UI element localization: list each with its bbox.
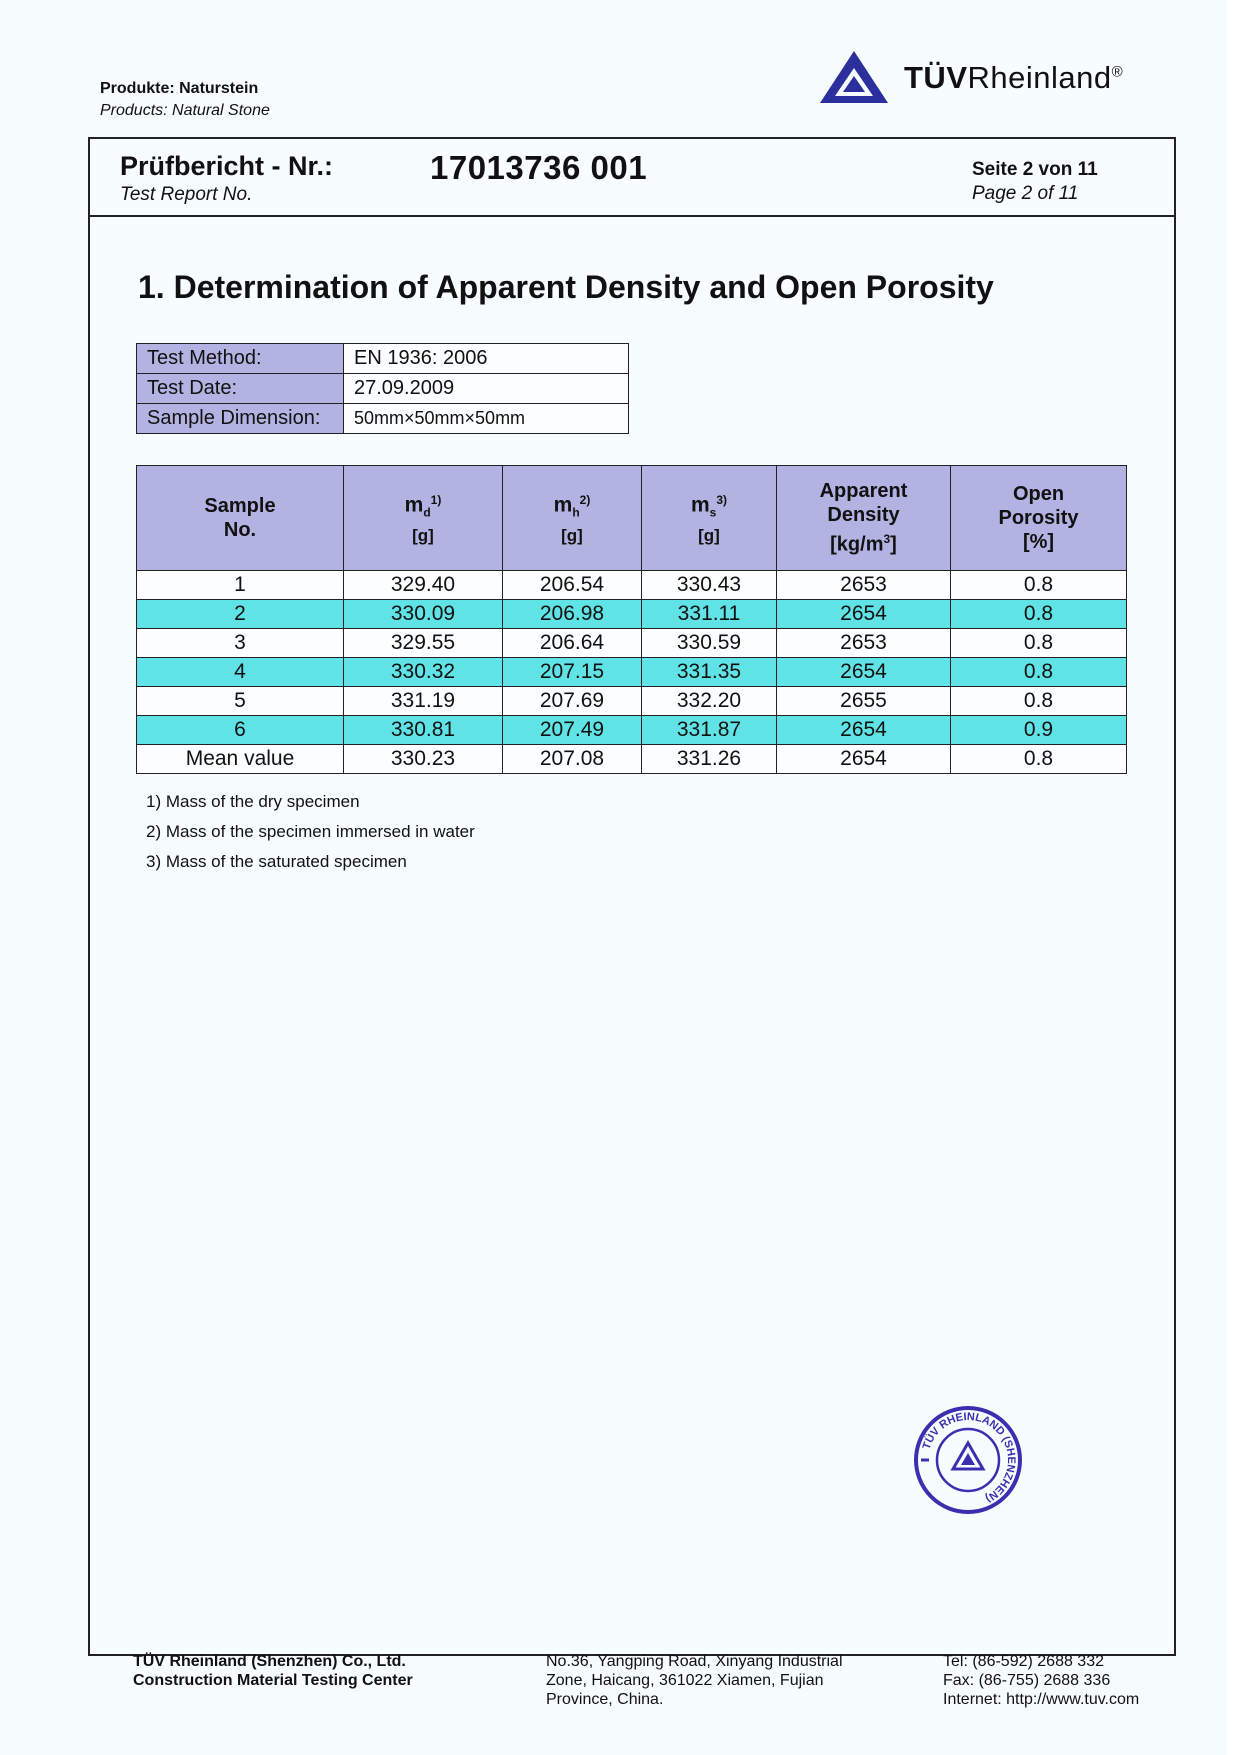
table-cell: 0.9 [951, 716, 1127, 745]
table-cell: 207.69 [503, 687, 642, 716]
info-row [137, 344, 629, 374]
info-value: 27.09.2009 [344, 374, 629, 404]
products-de: Produkte: Naturstein [100, 80, 259, 97]
brand-name: TÜVRheinland® [904, 60, 1124, 95]
footnotes [146, 787, 475, 877]
header-open-porosity: Open Porosity [%] [951, 466, 1127, 571]
table-cell: 1 [137, 571, 344, 600]
table-cell: 2653 [777, 571, 951, 600]
stamp-text: TÜV RHEINLAND (SHENZHEN) [920, 1410, 1018, 1505]
table-cell: 330.59 [642, 629, 777, 658]
table-cell: 2653 [777, 629, 951, 658]
table-cell: 206.54 [503, 571, 642, 600]
section-title: 1. Determination of Apparent Density and Open Porosity [138, 269, 994, 305]
report-number: 17013736 001 [430, 149, 648, 186]
info-row [137, 374, 629, 404]
table-cell: 0.8 [951, 658, 1127, 687]
table-cell: 2654 [777, 745, 951, 774]
table-cell: 2654 [777, 658, 951, 687]
info-key: Test Date: [137, 374, 344, 404]
table-cell: 330.81 [344, 716, 503, 745]
table-cell: 0.8 [951, 687, 1127, 716]
tuv-logo [818, 48, 1148, 114]
footnote: 1) Mass of the dry specimen [146, 792, 360, 811]
table-cell: 207.15 [503, 658, 642, 687]
footnote: 2) Mass of the specimen immersed in water [146, 822, 475, 841]
table-cell: 5 [137, 687, 344, 716]
table-cell: Mean value [137, 745, 344, 774]
table-cell: 329.40 [344, 571, 503, 600]
table-cell: 331.35 [642, 658, 777, 687]
table-cell: 329.55 [344, 629, 503, 658]
table-cell: 4 [137, 658, 344, 687]
table-cell: 3 [137, 629, 344, 658]
page-number-de: Seite 2 von 11 [972, 159, 1098, 180]
header-apparent-density: Apparent Density $[kg/m^3]$ [777, 466, 951, 571]
company-seal-stamp-icon [913, 1405, 1023, 1515]
table-cell: 331.87 [642, 716, 777, 745]
table-cell: 2 [137, 600, 344, 629]
page-number-en: Page 2 of 11 [972, 183, 1079, 204]
table-cell: 2655 [777, 687, 951, 716]
report-label-en: Test Report No. [120, 184, 253, 205]
footnote: 3) Mass of the saturated specimen [146, 852, 407, 871]
table-cell: 0.8 [951, 629, 1127, 658]
footer-contact: Tel: (86-592) 2688 332 Fax: (86-755) 2688 336 Internet: http://www.tuv.com [943, 1653, 1140, 1708]
table-cell: 330.43 [642, 571, 777, 600]
header-ms: $m_s^{3)}$ [g] [642, 466, 777, 571]
info-key: Sample Dimension: [137, 404, 344, 434]
scan-edge [1228, 0, 1248, 1755]
table-cell: 330.09 [344, 600, 503, 629]
header-mh: $m_h^{2)}$ [g] [503, 466, 642, 571]
results-header-row [137, 466, 1127, 571]
table-cell: 331.26 [642, 745, 777, 774]
mean-row [137, 745, 1127, 774]
triangle-logo-icon [818, 48, 890, 106]
table-cell: 332.20 [642, 687, 777, 716]
products-label [100, 78, 270, 122]
info-row [137, 404, 629, 434]
table-row [137, 600, 1127, 629]
table-cell: 2654 [777, 600, 951, 629]
table-cell: 330.23 [344, 745, 503, 774]
table-cell: 207.49 [503, 716, 642, 745]
table-cell: 330.32 [344, 658, 503, 687]
table-cell: 0.8 [951, 745, 1127, 774]
table-cell: 6 [137, 716, 344, 745]
footer-company: TÜV Rheinland (Shenzhen) Co., Ltd. Construction Material Testing Center [133, 1653, 413, 1689]
info-key: Test Method: [137, 344, 344, 374]
header-sample-no: Sample No. [137, 466, 344, 571]
table-cell: 206.98 [503, 600, 642, 629]
report-label-de: Prüfbericht - Nr.: [120, 151, 334, 181]
table-row [137, 687, 1127, 716]
table-row [137, 716, 1127, 745]
table-cell: 207.08 [503, 745, 642, 774]
table-cell: 331.19 [344, 687, 503, 716]
header-divider [90, 215, 1174, 217]
test-info-table [136, 343, 629, 434]
info-value: EN 1936: 2006 [344, 344, 629, 374]
results-table [136, 465, 1127, 774]
table-cell: 0.8 [951, 571, 1127, 600]
info-value: 50mm×50mm×50mm [344, 404, 629, 434]
products-en: Products: Natural Stone [100, 102, 270, 119]
header-md: $m_d^{1)}$ [g] [344, 466, 503, 571]
table-cell: 331.11 [642, 600, 777, 629]
table-cell: 0.8 [951, 600, 1127, 629]
table-row [137, 571, 1127, 600]
table-row [137, 658, 1127, 687]
table-cell: 206.64 [503, 629, 642, 658]
table-cell: 2654 [777, 716, 951, 745]
footer-address: No.36, Yangping Road, Xinyang Industrial Zone, Haicang, 361022 Xiamen, Fujian Province, China. [546, 1653, 843, 1708]
results-body [137, 571, 1127, 774]
table-row [137, 629, 1127, 658]
